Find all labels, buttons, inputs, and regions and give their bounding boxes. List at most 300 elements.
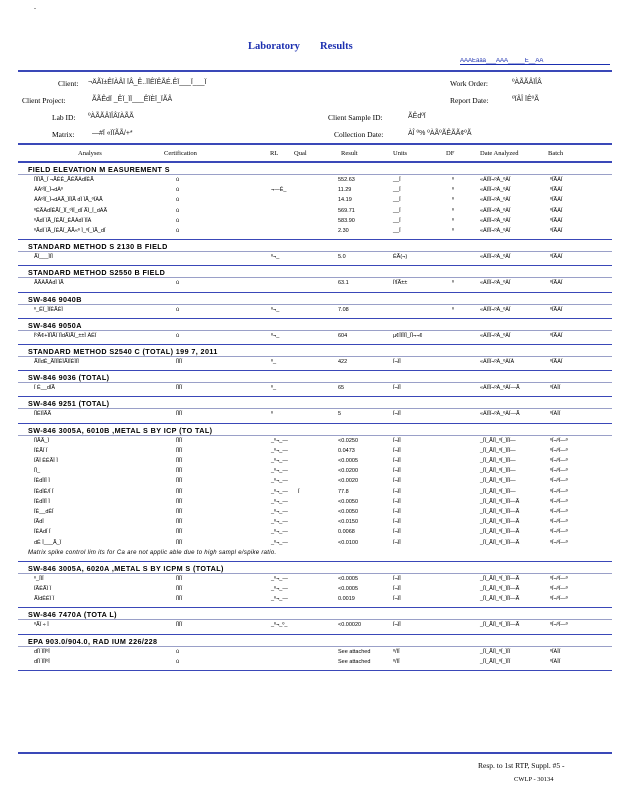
batch-cell: ºÏ¬ºÏ—º (550, 622, 568, 629)
table-row (0, 333, 618, 342)
batch-cell: ºÏÃÂÏ (550, 359, 563, 365)
section-end-rule (18, 239, 612, 240)
batch-cell: ºÏÃÂÏ (550, 207, 563, 214)
rl-cell: _º¬_— (271, 468, 288, 475)
rl-cell: _º¬_— (271, 586, 288, 592)
section-end-rule (18, 318, 612, 319)
certification-cell: ÏÏÏÏ (176, 622, 183, 629)
table-row (0, 385, 618, 394)
section-rule (18, 304, 612, 305)
result-cell: 0.0473 (338, 447, 355, 454)
certification-cell: ú (176, 217, 180, 224)
col-df: DF (446, 150, 455, 157)
analyte-cell: Ï Ê__dÏÃ (34, 385, 56, 392)
collection-date-value: ÀÎ º% ºÀÃºÃÊÃÃ¢ºÃ (408, 130, 472, 137)
result-cell: <0.0050 (338, 509, 359, 515)
units-cell: __Ï (393, 187, 401, 194)
result-cell: See attached (338, 648, 371, 655)
analyte-cell: ÏÃÊÃÏ Ï (34, 586, 52, 592)
certification-cell: ú (176, 658, 180, 665)
units-cell: Ï¬ÏÏ (393, 509, 401, 515)
table-row (0, 187, 618, 196)
rl-cell: _º¬_— (271, 509, 288, 515)
col-certification: Certification (164, 150, 197, 157)
client-sample-id-value: ÃÊdºÏ (408, 113, 426, 120)
certification-cell: ÏÏÏÏ (176, 529, 183, 536)
batch-cell: ºÏ¬ºÏ—º (550, 478, 568, 485)
date-analyzed-cell: _ÏÏ_ÃÏÏ_ºÏ_ÏÏÏ— (480, 488, 516, 495)
date-analyzed-cell: _ÏÏ_ÃÏÏ_ºÏ_ÏÏÏ— (480, 437, 516, 444)
df-cell: º (452, 228, 455, 234)
date-analyzed-cell: _ÏÏ_ÃÏÏ_ºÏ_ÏÏÏ—Ã (480, 529, 520, 536)
result-cell: <0.0005 (338, 575, 359, 582)
result-cell: 2.30 (338, 228, 349, 234)
table-row (0, 438, 618, 447)
batch-cell: ºÏ¬ºÏ—º (550, 519, 568, 526)
analyte-cell: ºÃÏ ÷ Ï (34, 622, 49, 629)
df-cell: º (452, 217, 455, 224)
units-cell: Ï¬ÏÏ (393, 498, 401, 505)
certification-cell: ÏÏÏÏ (176, 596, 183, 603)
batch-cell: ºÏ¬ºÏ—º (550, 529, 568, 536)
certification-cell: ÏÏÏÏ (176, 586, 183, 592)
result-cell: 583.90 (338, 217, 355, 224)
date-analyzed-cell: «ÂÏÏÏ¬ºÂ_ºÂÏ (480, 197, 511, 204)
units-cell: __Ï (393, 228, 401, 234)
page-title-results: Results (320, 41, 353, 52)
section-title: STANDARD METHOD S2540 C (TOTAL) 199 7, 2011 (28, 347, 218, 356)
lab-id-label: Lab ID: (52, 113, 76, 122)
date-analyzed-cell: «ÂÏÏÏ¬ºÂ_ºÂÏ (480, 332, 511, 339)
batch-cell: ºÏÃÂÏ (550, 280, 563, 287)
section-title: SW-846 9040B (28, 294, 82, 304)
units-cell: __Ï (393, 197, 401, 204)
table-row (0, 228, 618, 237)
rl-cell: _º¬_— (271, 437, 288, 444)
certification-cell: ÏÏÏÏ (176, 458, 183, 464)
certification-cell: ÏÏÏÏ (176, 488, 183, 495)
table-row (0, 649, 618, 658)
analyte-cell: ÏºÃ¢+ÏÏÏÃÏ ÏÏdÃÏÃÏ_±±Ï ÂÊÏ (34, 332, 97, 339)
units-cell: Ï¬ÏÏ (393, 447, 401, 454)
table-row (0, 218, 618, 227)
certification-cell: ú (176, 207, 180, 214)
table-row (0, 448, 618, 457)
certification-cell: ÏÏÏÏ (176, 478, 183, 485)
table-row (0, 197, 618, 206)
section-title: SW-846 7470A (TOTA L) (28, 610, 117, 620)
date-analyzed-cell: _ÏÏ_ÃÏÏ_ºÏ_ÏÏÏ— (480, 478, 516, 485)
rl-cell: _º¬_º_ (271, 622, 288, 629)
section-title: STANDARD METHOD S 2130 B FIELD (28, 242, 168, 252)
units-cell: ÊÃ(¬) (393, 254, 408, 261)
table-row (0, 529, 618, 538)
result-cell: 5.0 (338, 254, 346, 261)
date-analyzed-cell: _ÏÏ_ÃÏÏ_ºÏ_ÏÏÏ (480, 658, 511, 665)
date-analyzed-cell: «ÂÏÏÏ¬ºÂ_ºÂÏ (480, 254, 511, 261)
lab-id-value: ºÀÃÃÂÏÎÂÏÀÃÃ (88, 113, 134, 120)
analyte-cell: ÃÏ___ÏÏÏ (34, 254, 53, 261)
batch-cell: ºÏ¬ºÏ—º (550, 488, 568, 495)
date-analyzed-cell: _ÏÏ_ÃÏÏ_ºÏ_ÏÏÏ—Ã (480, 539, 520, 546)
result-cell: 569.71 (338, 207, 355, 214)
certification-cell: ú (176, 306, 180, 313)
analyte-cell: ÏÊdÏÏÏ Ï (34, 498, 50, 505)
df-cell: º (452, 187, 455, 194)
units-cell: __Ï (393, 177, 401, 183)
analyte-cell: º_ÏÏÏ (34, 575, 44, 582)
result-cell: 422 (338, 359, 348, 365)
date-analyzed-cell: _ÏÏ_ÃÏÏ_ºÏ_ÏÏÏ—Ã (480, 622, 520, 629)
rl-cell: _º¬_— (271, 447, 288, 454)
section-end-rule (18, 423, 612, 424)
col-analyses: Analyses (78, 150, 102, 157)
batch-cell: ºÏ¬ºÏ—º (550, 458, 568, 464)
units-cell: Ï¬ÏÏ (393, 411, 401, 418)
section-rule (18, 573, 612, 574)
units-cell: Ï¬ÏÏ (393, 519, 401, 526)
analyte-cell: ÏÏÃÃ_Ï (34, 437, 49, 444)
analyte-cell: ºÊÃÂdÏÊÃÏ_ÏÏ_ºÏÏ_dÏ ÃÏ_Ï_dÂÃ (34, 207, 108, 214)
work-order-label: Work Order: (450, 79, 488, 88)
section-end-rule (18, 561, 612, 562)
table-row (0, 509, 618, 518)
rl-cell: ¬—Ê_ (271, 187, 287, 194)
analyte-cell: ÂÂºÏÏ_Ï¬dÂÃ_ÏÏÏÃ dÏ ÏÃ_ºÏÂÃ (34, 197, 103, 204)
table-row (0, 359, 618, 368)
result-cell: 552.63 (338, 177, 355, 183)
table-row (0, 254, 618, 263)
section-rule (18, 174, 612, 175)
df-cell: º (452, 306, 455, 313)
section-end-rule (18, 292, 612, 293)
units-cell: Ï¬ÏÏ (393, 575, 401, 582)
section-end-rule (18, 344, 612, 345)
section-title: SW-846 9036 (TOTAL) (28, 373, 110, 383)
col-units: Units (393, 150, 408, 157)
analyte-cell: ÏÏ_ (34, 468, 41, 475)
matrix-value: —#Ï «ÏÏÃÃ/+* (92, 130, 133, 137)
analyte-cell: ÃÃÂÃÂdÏ ÏÃ (34, 280, 64, 287)
rl-cell: º (271, 411, 274, 418)
table-row (0, 458, 618, 467)
date-analyzed-cell: _ÏÏ_ÃÏÏ_ºÏ_ÏÏÏ—Ã (480, 575, 520, 582)
df-cell: º (452, 280, 455, 287)
certification-cell: ÏÏÏÏ (176, 468, 183, 475)
date-analyzed-cell: _ÏÏ_ÃÏÏ_ºÏ_ÏÏÏ—Ã (480, 498, 520, 505)
table-row (0, 586, 618, 595)
date-analyzed-cell: «ÂÏÏÏ¬ºÂ_ºÂÏ (480, 217, 511, 224)
report-date-label: Report Date: (450, 96, 489, 105)
analyte-cell: ÏÏÏÏÃ_Ï ¬ÃÊÊ_ÃÊÃÂdÏÊÃ (34, 177, 94, 183)
batch-cell: ºÏ¬ºÏ—º (550, 498, 568, 505)
section-title: FIELD ELEVATION M EASUREMENT S (28, 165, 170, 174)
rl-cell: _º¬_— (271, 539, 288, 546)
col-rl: RL (270, 150, 279, 157)
table-row (0, 411, 618, 420)
certification-cell: ÏÏÏÏ (176, 385, 183, 392)
section-title: SW-846 9050A (28, 320, 82, 330)
units-cell: Ï¬ÏÏ (393, 468, 401, 475)
units-cell: µ¢ÏÏÏÏÏ_ÏÏ¬¬¢ (393, 332, 423, 339)
result-cell: 14.19 (338, 197, 352, 204)
section-note: Matrix spike control lim its for Ca are not applic able due to high sampl e/spike ratio. (28, 549, 277, 556)
column-header-rule (18, 161, 612, 163)
units-cell: Ï¬ÏÏ (393, 385, 401, 392)
section-end-rule (18, 670, 612, 671)
analyte-cell: dÊ Ï___Ã_Ï (34, 539, 62, 546)
report-date-value: ºÏÂÎ ÏÊºÃ (512, 96, 539, 103)
rl-cell: _º¬_— (271, 498, 288, 505)
units-cell: Ï¬ÏÏ (393, 596, 401, 603)
client-label: Client: (58, 79, 79, 88)
certification-cell: ÏÏÏÏ (176, 437, 183, 444)
col-result: Result (341, 150, 358, 157)
section-title: SW-846 3005A, 6020A ,METAL S BY ICPM S (TOTAL) (28, 563, 224, 573)
analyte-cell: ÏÃdÏ (34, 519, 44, 526)
date-analyzed-cell: «ÂÏÏÏ¬ºÂ_ºÂÏ (480, 306, 511, 313)
section-rule (18, 408, 612, 409)
header-top-rule (18, 70, 612, 72)
result-cell: <0.0005 (338, 458, 359, 464)
certification-cell: ÏÏÏÏ (176, 519, 183, 526)
result-cell: 65 (338, 385, 345, 392)
batch-cell: ºÏÃÂÏ (550, 332, 563, 339)
certification-cell: ú (176, 648, 180, 655)
result-cell: 7.08 (338, 306, 349, 313)
certification-cell: ÏÏÏÏ (176, 359, 183, 365)
table-row (0, 576, 618, 585)
col-batch: Batch (548, 150, 564, 157)
batch-cell: ºÏÃÂÏ (550, 254, 563, 261)
matrix-label: Matrix: (52, 130, 75, 139)
analyte-cell: ÏÊÃÏ Ï (34, 447, 48, 454)
analyte-cell: ÏÊdÏÊ/Ï Ï (34, 488, 54, 495)
section-end-rule (18, 265, 612, 266)
date-analyzed-cell: «ÂÏÏÏ¬ºÂ_ºÂÏ (480, 187, 511, 194)
result-cell: See attached (338, 658, 371, 665)
date-analyzed-cell: _ÏÏ_ÃÏÏ_ºÏ_ÏÏÏ (480, 648, 511, 655)
analyte-cell: ÂÂºÏÏ_Ï¬dÂº (34, 187, 63, 194)
result-cell: 604 (338, 332, 348, 339)
footer-rule (18, 752, 612, 754)
units-cell: __Ï (393, 207, 401, 214)
batch-cell: ºÏ¬ºÏ—º (550, 447, 568, 454)
date-analyzed-cell: «ÂÏÏÏ¬ºÂ_ºÂÏ (480, 207, 511, 214)
certification-cell: ú (176, 228, 180, 234)
section-rule (18, 646, 612, 647)
date-analyzed-cell: _ÏÏ_ÃÏÏ_ºÏ_ÏÏÏ— (480, 468, 516, 475)
date-analyzed-cell: _ÏÏ_ÃÏÏ_ºÏ_ÏÏÏ—Ã (480, 596, 520, 603)
df-cell: º (452, 177, 455, 183)
batch-cell: ºÏ¬ºÏ—º (550, 575, 568, 582)
result-cell: <0.0250 (338, 437, 359, 444)
units-cell: Ï!ÏÃ±± (393, 280, 408, 287)
certification-cell: ú (176, 177, 180, 183)
section-rule (18, 435, 612, 436)
date-analyzed-cell: «ÂÏÏÏ¬ºÂ_ºÂÏ (480, 280, 511, 287)
table-row (0, 280, 618, 289)
corner-mark: - (34, 6, 36, 12)
col-qual: Qual (294, 150, 307, 157)
units-cell: __Ï (393, 217, 401, 224)
analyte-cell: ÏÏÊÏÏÃÃ (34, 411, 52, 418)
batch-cell: ºÏÃÂÏ (550, 228, 563, 234)
section-rule (18, 251, 612, 252)
qual-cell: Ï (298, 488, 300, 495)
table-row (0, 622, 618, 631)
batch-cell: ºÏÃÂÏ (550, 187, 563, 194)
table-row (0, 499, 618, 508)
analyte-cell: ÏÊ__dÊÏ (34, 509, 54, 515)
header-bottom-rule (18, 143, 612, 145)
rl-cell: _º¬_— (271, 596, 288, 603)
rl-cell: º¬_ (271, 254, 280, 261)
rl-cell: º_ (271, 359, 277, 365)
certification-cell: ú (176, 197, 180, 204)
certification-cell: ÏÏÏÏ (176, 447, 183, 454)
table-row (0, 519, 618, 528)
section-title: SW-846 3005A, 6010B ,METAL S BY ICP (TO TAL) (28, 425, 213, 435)
analyte-cell: ÏÃÏ ÊÊÃÏ Ï (34, 458, 58, 464)
result-cell: <0.0150 (338, 519, 359, 526)
result-cell: 11.29 (338, 187, 352, 194)
rl-cell: _º¬_— (271, 529, 288, 536)
rl-cell: º¬_ (271, 332, 280, 339)
section-title: EPA 903.0/904.0, RAD IUM 226/228 (28, 636, 158, 646)
batch-cell: ºÏÂÏÏ (550, 648, 561, 655)
rl-cell: _º¬_— (271, 478, 288, 485)
section-end-rule (18, 396, 612, 397)
date-analyzed-cell: «ÂÏÏÏ¬ºÂ_ºÂÏ—Ã (480, 411, 520, 418)
rl-cell: º_ (271, 385, 277, 392)
analyte-cell: ÏÊdÏÏÏ Ï (34, 478, 50, 485)
batch-cell: ºÏ¬ºÏ—º (550, 468, 568, 475)
batch-cell: ºÏÃÂÏ (550, 197, 563, 204)
date-analyzed-cell: _ÏÏ_ÃÏÏ_ºÏ_ÏÏÏ— (480, 447, 516, 454)
table-row (0, 596, 618, 605)
result-cell: <0.00020 (338, 622, 362, 629)
units-cell: Ï¬ÏÏ (393, 478, 401, 485)
section-rule (18, 277, 612, 278)
units-cell: Ï¬ÏÏ (393, 488, 401, 495)
collection-date-label: Collection Date: (334, 130, 384, 139)
client-sample-id-label: Client Sample ID: (328, 113, 383, 122)
df-cell: º (452, 207, 455, 214)
rl-cell: _º¬_— (271, 519, 288, 526)
batch-cell: ºÏ¬ºÏ—º (550, 539, 568, 546)
section-rule (18, 330, 612, 331)
date-analyzed-cell: _ÏÏ_ÃÏÏ_ºÏ_ÏÏÏ—Ã (480, 509, 520, 515)
batch-cell: ºÏ¬ºÏ—º (550, 596, 568, 603)
table-row (0, 468, 618, 477)
table-row (0, 478, 618, 487)
work-order-value: ºÀÃÃÂÏÎÂ (512, 79, 542, 86)
batch-cell: ºÏÂÏÏ (550, 385, 561, 392)
units-cell: Ï¬ÏÏ (393, 586, 401, 592)
batch-cell: ºÏÂÏÏ (550, 411, 561, 418)
units-cell: º/ÏÏ (393, 648, 400, 655)
date-analyzed-cell: «ÂÏÏÏ¬ºÂ_ºÂÏÂ (480, 359, 515, 365)
date-analyzed-cell: _ÏÏ_ÃÏÏ_ºÏ_ÏÏÏ—Ã (480, 519, 520, 526)
batch-cell: ºÏÃÂÏ (550, 217, 563, 224)
batch-cell: ºÏ¬ºÏ—º (550, 437, 568, 444)
table-row (0, 489, 618, 498)
date-analyzed-cell: «ÂÏÏÏ¬ºÂ_ºÂÏ (480, 177, 511, 183)
table-row (0, 307, 618, 316)
units-cell: Ï¬ÏÏ (393, 539, 401, 546)
result-cell: 0.0068 (338, 529, 355, 536)
client-value: ¬ÄÃÏ±ÊÏÀÂÏ ÏÂ_Ê..ÏÏÊÏÊÃÉ.ÊÏ___Ï___Ï (88, 79, 207, 86)
batch-cell: ºÏÃÂÏ (550, 306, 563, 313)
result-cell: 5 (338, 411, 342, 418)
section-rule (18, 356, 612, 357)
date-analyzed-cell: _ÏÏ_ÃÏÏ_ºÏ_ÏÏÏ—Ã (480, 586, 520, 592)
analyte-cell: ÃÏÏdÊ_ÃÏÏÏÊÏÃÏÏÊÏÏÏ (34, 359, 79, 365)
section-end-rule (18, 634, 612, 635)
units-cell: Ï¬ÏÏ (393, 359, 401, 365)
date-analyzed-cell: _ÏÏ_ÃÏÏ_ºÏ_ÏÏÏ— (480, 458, 516, 464)
certification-cell: ÏÏÏÏ (176, 509, 183, 515)
table-row (0, 540, 618, 549)
batch-cell: ºÏ¬ºÏ—º (550, 586, 568, 592)
rl-cell: _º¬_— (271, 458, 288, 464)
analyte-cell: ÏÊÂdÏ Ï (34, 529, 51, 536)
section-title: SW-846 9251 (TOTAL) (28, 399, 110, 409)
rl-cell: _º¬_— (271, 575, 288, 582)
client-project-value: ÃÃÊdÏ _ÊÏ_ÏÏ___ÊÏÈÏ_ÏÃÂ (92, 96, 173, 103)
section-title: STANDARD METHOD S2550 B FIELD (28, 268, 166, 278)
units-cell: Ï¬ÏÏ (393, 622, 401, 629)
result-cell: 0.0019 (338, 596, 355, 603)
result-cell: <0.0100 (338, 539, 359, 546)
rl-cell: _º¬_— (271, 488, 288, 495)
footer-doc-number: CWLP - 30134 (514, 776, 554, 783)
top-right-link[interactable]: ÀÀÀÊâââ___ÃÃÃ_____Ê__ÃÃ (460, 58, 610, 65)
units-cell: Ï¬ÏÏ (393, 437, 401, 444)
result-cell: 63.1 (338, 280, 349, 287)
section-rule (18, 619, 612, 620)
analyte-cell: ºÃdÏ ÏÃ_ÏÊÃÏ_ÃÃ«º Ï_ºÏ_ÏÃ_dÏ (34, 228, 106, 234)
certification-cell: ÏÏÏÏ (176, 498, 183, 505)
analyte-cell: º_ÊÏ_ÏÏÊÃÊÏ (34, 306, 63, 313)
page-title-laboratory: Laboratory (248, 41, 300, 52)
client-project-label: Client Project: (22, 96, 66, 105)
section-rule (18, 382, 612, 383)
batch-cell: ºÏÂÏÏ (550, 658, 561, 665)
section-end-rule (18, 607, 612, 608)
table-row (0, 177, 618, 186)
result-cell: <0.0020 (338, 478, 359, 485)
certification-cell: ú (176, 280, 180, 287)
certification-cell: ÏÏÏÏ (176, 575, 183, 582)
certification-cell: ú (176, 187, 180, 194)
table-row (0, 659, 618, 668)
units-cell: º/ÏÏ (393, 658, 400, 665)
analyte-cell: ÃÏdÊÊÏ Ï (34, 596, 55, 603)
section-end-rule (18, 370, 612, 371)
batch-cell: ºÏ¬ºÏ—º (550, 509, 568, 515)
analyte-cell: dÏÏ ÏÏÏºÏ (34, 648, 50, 655)
certification-cell: ÏÏÏÏ (176, 411, 183, 418)
analyte-cell: dÏÏ ÏÏÏºÏ (34, 658, 50, 665)
batch-cell: ºÏÃÂÏ (550, 177, 563, 183)
table-row (0, 208, 618, 217)
certification-cell: ú (176, 332, 180, 339)
result-cell: <0.0200 (338, 468, 359, 475)
certification-cell: ÏÏÏÏ (176, 539, 183, 546)
df-cell: º (452, 197, 455, 204)
